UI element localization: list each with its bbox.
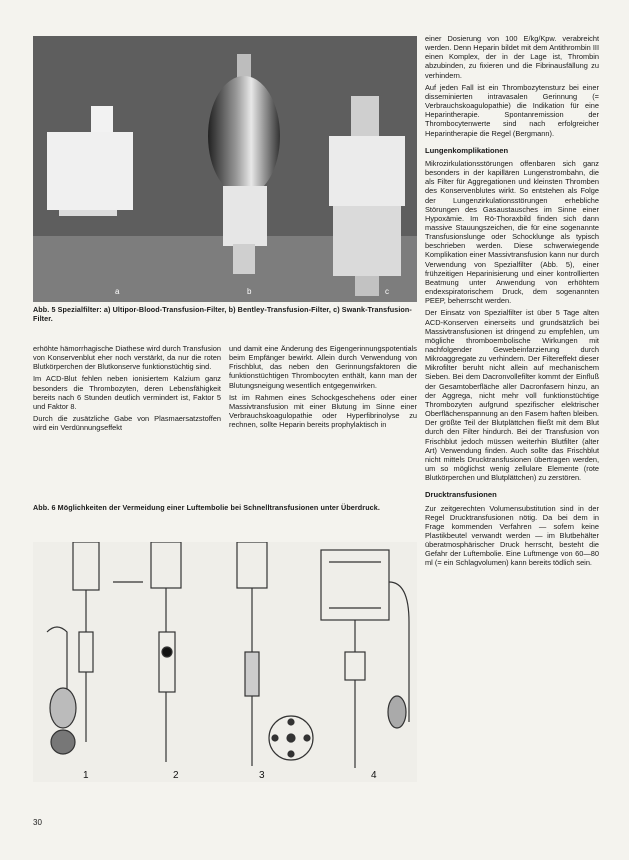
fig5-label-b: b — [247, 287, 252, 296]
diagram-1 — [47, 542, 99, 754]
transfusion-diagram — [33, 542, 417, 782]
diagram-2 — [113, 542, 181, 762]
diagram-4 — [321, 550, 409, 768]
heading-lungenkomplikationen: Lungenkomplikationen — [425, 145, 509, 155]
fig5-label-a: a — [115, 287, 120, 296]
middle-paragraph-1: und damit eine Änderung des Eigengerinnungspotentials beim Empfänger bewirkt. Allein durch Verwendung von Frischblut, das neben den Gerinnungsfaktoren die funktionstüchtigen Thrombocyten enthält, kann man der Blutungsneigung wesentlich entgegenwirken. — [229, 344, 417, 390]
right-column — [425, 34, 599, 571]
right-paragraph-2: Auf jeden Fall ist ein Thrombozytensturz bei einer disseminierten intravasalen Gerinnung (= Verbrauchskoagulopathie) die Indikation für eine Heparintherapie. Spontanremission der Thrombocytenwerte sind nach erfolgreicher Heparintherapie die Regel (Bergmann). — [425, 82, 599, 138]
middle-paragraph-2: Ist im Rahmen eines Schockgeschehens oder einer Massivtransfusion mit einer Blutung im Sinne einer Verbrauchskoagulopathie oder Hyperfibrinolyse zu rechnen, sollte Heparin bereits prophylaktisch in — [229, 392, 417, 430]
fig5-label-c: c — [385, 287, 389, 296]
fig6-label-1: 1 — [83, 770, 89, 781]
heading-drucktransfusionen: Drucktransfusionen — [425, 490, 497, 500]
figure-6-caption: Abb. 6 Möglichkeiten der Vermeidung einer Luftembolie bei Schnelltransfusionen unter Überdruck. — [33, 503, 380, 512]
left-column — [33, 344, 221, 435]
middle-column — [229, 344, 417, 432]
fig6-label-4: 4 — [371, 770, 377, 781]
right-paragraph-3: Mikrozirkulationsstörungen offenbaren sich ganz besonders in der kapillären Lungenstrombahn, die als Filter für Aggregationen und kleinsten Thromben des Konservenblutes wirkt. So entstehen als Folge der Lungenzirkulationsstörungen erhebliche Störungen des Gasaustausches im Sinne einer Hypoxämie. Im Rö-Thoraxbild finden sich dann massive Stauungszeichen, die für eine sogenannte Transfusionslunge oder Schocklunge als typisch beschrieben werden. Diese schwerwiegende Komplikation einer Massivtransfusion kann nur durch Verwendung von Spezialfilter (Abb. 5), einer frühzeitigen Heparinisierung und einer kontrollierten Beatmung unter Anwendung von erhöhtem endexspiratorischem Druck, dem sogenannten PEEP, beherrscht werden. — [425, 158, 599, 306]
right-paragraph-5: Zur zeitgerechten Volumensubstitution sind in der Regel Drucktransfusionen nötig. Da bei dem in Frage kommenden Verfahren — sofern keine Plastikbeutel verwandt werden — im Blutbehälter überatmosphärischer Druck herrscht, besteht die Gefahr der Luftembolie. Eine Luftmenge von 60—80 ml (= ein Schlagvolumen) kann bereits tödlich sein. — [425, 503, 599, 568]
figure-5-photo — [33, 36, 417, 302]
figure-6-diagram — [33, 542, 417, 782]
left-paragraph-3: Durch die zusätzliche Gabe von Plasmaersatzstoffen wird ein Verdünnungseffekt — [33, 414, 221, 433]
right-paragraph-4: Der Einsatz von Spezialfilter ist über 5 Tage alten ACD-Konserven einerseits und grundsätzlich bei Massivtransfusionen ist dringend zu empfehlen, um mögliche thromboembolische Wirkungen mit nachfolgender Gewebeinfarzierung durch Mikroaggregate zu verhindern. Der Filtereffekt dieser Mikrofilter beruht nicht allein auf mechanischem Sieben. Bei dem Dacronvollefilter kommt der Einfluß der Gesamtoberfläche aller Dacronfasern hinzu, an der Aggrega, nicht mehr voll funktionstüchtige Thrombozyten aufgrund spezifischer elektrischer Oberflächenspannung an den Fasern haften bleiben. Der größte Teil der Blutplättchen fließt mit dem Blut durch den Filter hindurch. Bei der Transfusion von Frischblut jedoch müssen weiterhin Blutfilter (alter Art) Verwendung finden. Auch sollte das Frischblut nicht mittels Drucktransfusionen übertragen werden, um so möglichst wenig zellulare Elemente (rote Blutkörperchen und Blutplättchen) zu zerstören. — [425, 308, 599, 483]
fig6-label-3: 3 — [259, 770, 265, 781]
left-paragraph-2: Im ACD-Blut fehlen neben ionisiertem Kalzium ganz besonders die Thrombozyten, deren Lebensfähigkeit bereits nach 6 Stunden deutlich vermindert ist, Faktor 5 und Faktor 8. — [33, 374, 221, 411]
figure-5-caption: Abb. 5 Spezialfilter: a) Ultipor-Blood-Transfusion-Filter, b) Bentley-Transfusion-Filter, c) Swank-Transfusion-Filter. — [33, 305, 412, 323]
diagram-3 — [237, 542, 313, 766]
page-number: 30 — [33, 818, 42, 827]
filter-photo-illustration — [33, 36, 417, 302]
right-paragraph-1: einer Dosierung von 100 E/kg/Kpw. verabreicht werden. Denn Heparin bildet mit dem Antithrombin III einen Komplex, der in der Lage ist, Thrombin abzubinden, zu fixieren und die Fibrinausfällung zu verhindern. — [425, 34, 599, 80]
left-paragraph-1: erhöhte hämorrhagische Diathese wird durch Transfusion von Konservenblut eher noch verstärkt, da nur die roten Blutkörperchen der Blutkonserve funktionstüchtig sind. — [33, 344, 221, 372]
fig6-label-2: 2 — [173, 770, 179, 781]
